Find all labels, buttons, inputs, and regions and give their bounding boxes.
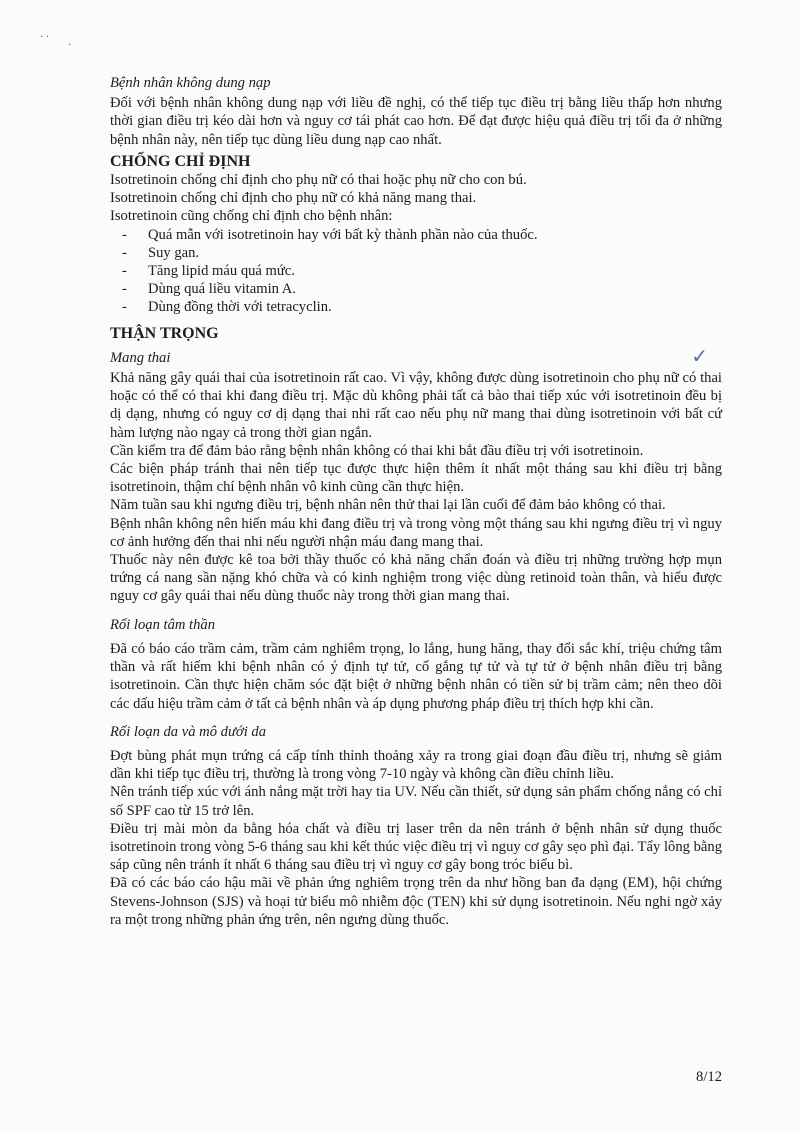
subheading-pregnancy: Mang thai	[110, 349, 171, 366]
paragraph: Bệnh nhân không nên hiến máu khi đang điều trị và trong vòng một tháng sau khi ngưng điều trị vì nguy cơ ảnh hưởng đến thai nhi nếu người nhận máu đang mang thai.	[110, 515, 722, 550]
paragraph: Đã có báo cáo trầm cảm, trầm cảm nghiêm trọng, lo lắng, hung hăng, thay đổi sắc khí, triệu chứng tâm thần và rất hiếm khi bệnh nhân có ý định tự tử, cố gắng tự tử và tự tử ở bệnh nhân điều trị bằng isotretinoin. Cần thực hiện chăm sóc đặt biệt ở những bệnh nhân có tiền sử bị trầm cảm; nên theo dõi các dấu hiệu trầm cảm ở tất cả bệnh nhân và áp dụng phương pháp điều trị thích hợp khi cần.	[110, 640, 722, 712]
scan-speck: ·	[68, 40, 72, 51]
subheading-intolerance: Bệnh nhân không dung nạp	[110, 75, 271, 91]
list-item: - Dùng đồng thời với tetracyclin.	[110, 298, 722, 316]
heading-contraindications: CHỐNG CHỈ ĐỊNH	[110, 152, 251, 170]
scan-speck: · ·	[40, 32, 50, 43]
paragraph: Cần kiểm tra để đảm bảo rằng bệnh nhân không có thai khi bắt đầu điều trị với isotretinoin.	[110, 442, 644, 459]
list-item: - Quá mẫn với isotretinoin hay với bất kỳ thành phần nào của thuốc.	[110, 226, 722, 244]
paragraph: Các biện pháp tránh thai nên tiếp tục được thực hiện thêm ít nhất một tháng sau khi điều trị bằng isotretinoin, thậm chí bệnh nhân vô kinh cũng cần thực hiện.	[110, 461, 722, 496]
paragraph: Điều trị mài mòn da bằng hóa chất và điều trị laser trên da nên tránh ở bệnh nhân sử dụng thuốc isotretinoin trong vòng 5-6 tháng sau khi kết thúc việc điều trị vì nguy cơ gây sẹo phì đại. Tẩy lông bằng sáp cũng nên tránh ít nhất 6 tháng sau điều trị vì nguy cơ gây bong tróc biểu bì.	[110, 820, 722, 874]
subheading-psychiatric: Rối loạn tâm thần	[110, 616, 215, 633]
list-item: - Tăng lipid máu quá mức.	[110, 262, 722, 280]
handwritten-mark-icon: ✓	[691, 346, 708, 368]
list-item: - Dùng quá liều vitamin A.	[110, 280, 722, 298]
subheading-skin: Rối loạn da và mô dưới da	[110, 723, 266, 740]
paragraph: Thuốc này nên được kê toa bởi thầy thuốc có khả năng chẩn đoán và điều trị những trường hợp mụn trứng cá nang sần nặng khó chữa và có kinh nghiệm trong việc dùng retinoid toàn thân, và hiểu được nguy cơ gây quái thai nếu dùng thuốc này trong thời gian mang thai.	[110, 552, 722, 605]
paragraph: Năm tuần sau khi ngưng điều trị, bệnh nhân nên thử thai lại lần cuối để đảm bảo không có thai.	[110, 497, 666, 514]
paragraph: Đợt bùng phát mụn trứng cá cấp tính thỉnh thoảng xảy ra trong giai đoạn đầu điều trị, nhưng sẽ giảm dần khi tiếp tục điều trị, thường là trong vòng 7-10 ngày và không cần điều chỉnh liều.	[110, 747, 722, 783]
list-item: - Suy gan.	[110, 244, 722, 262]
page-number: 8/12	[696, 1069, 722, 1085]
paragraph: Đối với bệnh nhân không dung nạp với liều đề nghị, có thể tiếp tục điều trị bằng liều thấp hơn nhưng thời gian điều trị kéo dài hơn và nguy cơ tái phát cao hơn. Để đạt được hiệu quả điều trị tối đa ở những bệnh nhân này, nên tiếp tục dùng liều dung nạp cao nhất.	[110, 95, 722, 148]
paragraph: Nên tránh tiếp xúc với ánh nắng mặt trời hay tia UV. Nếu cần thiết, sử dụng sản phẩm chống nắng có chỉ số SPF cao từ 15 trở lên.	[110, 784, 722, 819]
paragraph: Đã có các báo cáo hậu mãi về phản ứng nghiêm trọng trên da như hồng ban đa dạng (EM), hội chứng Stevens-Johnson (SJS) và hoại tử biểu mô nhiễm độc (TEN) khi sử dụng isotretinoin. Nếu nghi ngờ xảy ra một trong những phản ứng trên, nên ngưng dùng thuốc.	[110, 875, 722, 928]
paragraph: Isotretinoin chống chỉ định cho phụ nữ có thai hoặc phụ nữ cho con bú.	[110, 172, 527, 189]
paragraph: Isotretinoin chống chỉ định cho phụ nữ có khả năng mang thai.	[110, 190, 477, 207]
heading-precautions: THẬN TRỌNG	[110, 324, 219, 342]
paragraph: Khả năng gây quái thai của isotretinoin rất cao. Vì vậy, không được dùng isotretinoin cho phụ nữ có thai hoặc có thể có thai khi đang điều trị. Mặc dù không phải tất cả bào thai tiếp xúc với isotretinoin đều bị dị dạng, nhưng có nguy cơ dị dạng thai nhi rất cao nếu phụ nữ mang thai dùng isotretinoin với bất cứ hàm lượng nào ngay cả trong thời gian ngắn.	[110, 370, 722, 441]
document-body	[110, 70, 722, 929]
contraindication-list	[110, 226, 722, 317]
paragraph: Isotretinoin cũng chống chỉ định cho bệnh nhân:	[110, 208, 393, 225]
